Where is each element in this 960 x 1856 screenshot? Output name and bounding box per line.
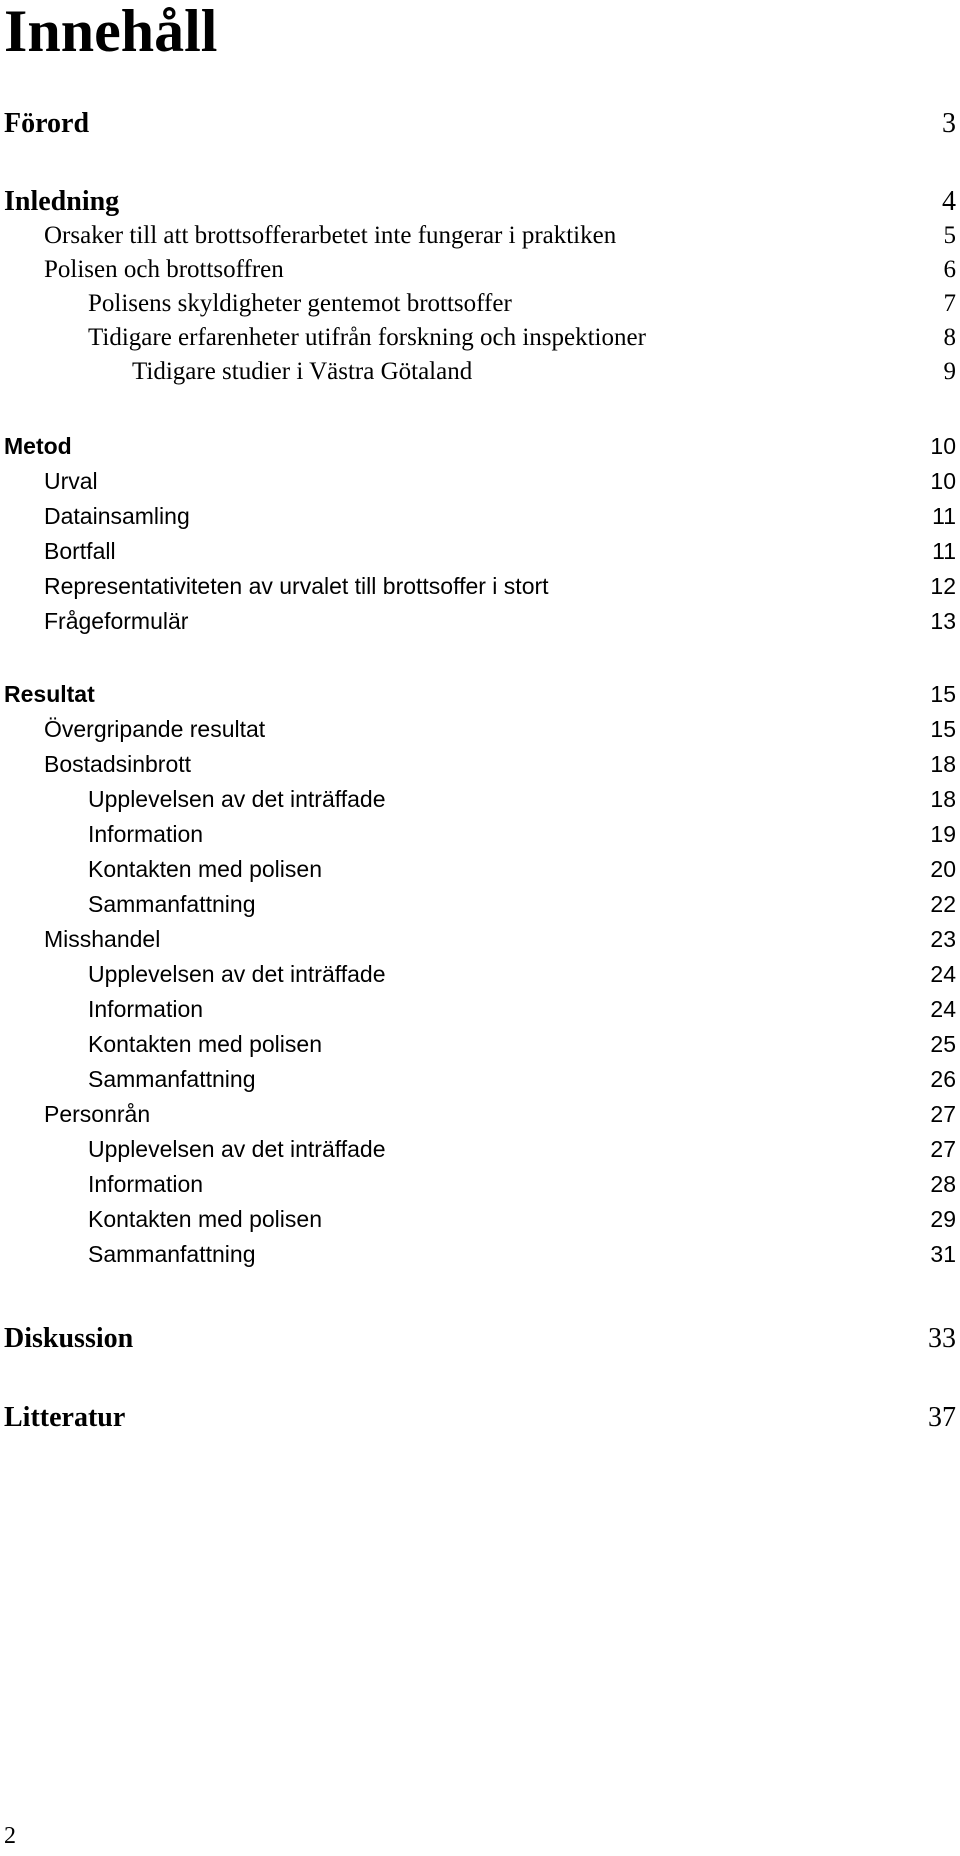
table-of-contents [4, 0, 956, 1500]
toc-entry-kontakten[interactable] [4, 1031, 956, 1065]
toc-entry-page: 15 [930, 716, 956, 742]
toc-entry-sammanfattning[interactable] [4, 1066, 956, 1100]
toc-entry-title: Frågeformulär [44, 608, 189, 634]
toc-entry-title: Datainsamling [44, 503, 190, 529]
toc-entry-kontakten[interactable] [4, 1206, 956, 1240]
toc-entry-page: 9 [943, 358, 956, 385]
toc-entry-page: 6 [943, 256, 956, 283]
toc-entry-title: Sammanfattning [88, 1066, 256, 1092]
toc-entry-upplevelsen[interactable] [4, 1136, 956, 1170]
toc-entry-information[interactable] [4, 1171, 956, 1205]
toc-entry-representativiteten[interactable] [4, 573, 956, 607]
toc-entry-title: Urval [44, 468, 98, 494]
toc-entry-diskussion[interactable] [4, 1323, 956, 1357]
toc-entry-page: 8 [943, 324, 956, 351]
toc-entry-orsaker[interactable] [4, 222, 956, 256]
toc-entry-title: Bortfall [44, 538, 116, 564]
toc-entry-title: Polisens skyldigheter gentemot brottsoffer [88, 290, 512, 317]
toc-entry-kontakten[interactable] [4, 856, 956, 890]
toc-entry-page: 20 [930, 856, 956, 882]
page-number: 2 [4, 1823, 16, 1849]
toc-entry-page: 3 [942, 108, 956, 139]
toc-entry-title: Tidigare studier i Västra Götaland [132, 358, 473, 385]
toc-entry-page: 28 [930, 1171, 956, 1197]
toc-entry-page: 31 [930, 1241, 956, 1267]
toc-entry-title: Övergripande resultat [44, 716, 266, 742]
toc-entry-title: Representativiteten av urvalet till brottsoffer i stort [44, 573, 549, 599]
toc-entry-page: 24 [930, 996, 956, 1022]
toc-entry-title: Inledning [4, 186, 120, 217]
toc-entry-bostadsinbrott[interactable] [4, 751, 956, 785]
toc-entry-page: 22 [930, 891, 956, 917]
toc-entry-resultat[interactable] [4, 681, 956, 715]
toc-entry-information[interactable] [4, 996, 956, 1030]
toc-entry-page: 15 [930, 681, 956, 707]
toc-entry-page: 11 [932, 503, 956, 529]
toc-entry-upplevelsen[interactable] [4, 961, 956, 995]
toc-entry-title: Bostadsinbrott [44, 751, 192, 777]
toc-entry-page: 27 [930, 1101, 956, 1127]
toc-entry-title: Polisen och brottsoffren [44, 256, 284, 283]
toc-entry-datainsamling[interactable] [4, 503, 956, 537]
toc-entry-page: 18 [930, 751, 956, 777]
toc-entry-overgripande-resultat[interactable] [4, 716, 956, 750]
toc-entry-title: Kontakten med polisen [88, 856, 322, 882]
toc-entry-title: Personrån [44, 1101, 151, 1127]
toc-entry-page: 10 [930, 433, 956, 459]
toc-entry-personran[interactable] [4, 1101, 956, 1135]
toc-entry-tidigare-erfarenheter[interactable] [4, 324, 956, 358]
toc-entry-title: Diskussion [4, 1323, 134, 1354]
toc-entry-title: Information [88, 1171, 204, 1197]
toc-entry-title: Upplevelsen av det inträffade [88, 1136, 386, 1162]
toc-entry-page: 29 [930, 1206, 956, 1232]
toc-entry-page: 12 [930, 573, 956, 599]
toc-entry-page: 5 [943, 222, 956, 249]
toc-entry-sammanfattning[interactable] [4, 891, 956, 925]
toc-entry-title: Misshandel [44, 926, 161, 952]
toc-entry-title: Sammanfattning [88, 1241, 256, 1267]
toc-entry-page: 24 [930, 961, 956, 987]
toc-entry-inledning[interactable] [4, 186, 956, 220]
toc-entry-bortfall[interactable] [4, 538, 956, 572]
toc-entry-misshandel[interactable] [4, 926, 956, 960]
toc-entry-title: Kontakten med polisen [88, 1206, 322, 1232]
toc-entry-page: 10 [930, 468, 956, 494]
page-title: Innehåll [4, 0, 218, 64]
toc-entry-title: Resultat [4, 681, 95, 707]
toc-entry-metod[interactable] [4, 433, 956, 467]
toc-entry-page: 13 [930, 608, 956, 634]
toc-entry-page: 7 [943, 290, 956, 317]
toc-entry-page: 25 [930, 1031, 956, 1057]
toc-entry-litteratur[interactable] [4, 1402, 956, 1436]
toc-entry-page: 19 [930, 821, 956, 847]
toc-entry-title: Orsaker till att brottsofferarbetet inte fungerar i praktiken [44, 222, 617, 249]
toc-entry-title: Förord [4, 108, 90, 139]
toc-entry-title: Sammanfattning [88, 891, 256, 917]
toc-entry-frageformular[interactable] [4, 608, 956, 642]
toc-entry-title: Litteratur [4, 1402, 126, 1433]
toc-entry-title: Kontakten med polisen [88, 1031, 322, 1057]
toc-entry-page: 33 [928, 1323, 956, 1354]
toc-entry-upplevelsen[interactable] [4, 786, 956, 820]
toc-entry-title: Upplevelsen av det inträffade [88, 961, 386, 987]
toc-entry-page: 23 [930, 926, 956, 952]
toc-entry-page: 11 [932, 538, 956, 564]
toc-entry-title: Information [88, 996, 204, 1022]
toc-entry-sammanfattning[interactable] [4, 1241, 956, 1275]
toc-entry-forord[interactable] [4, 108, 956, 142]
toc-entry-page: 26 [930, 1066, 956, 1092]
toc-entry-page: 27 [930, 1136, 956, 1162]
toc-entry-polisens-skyldigheter[interactable] [4, 290, 956, 324]
toc-entry-polisen-och-brottsoffren[interactable] [4, 256, 956, 290]
toc-entry-information[interactable] [4, 821, 956, 855]
toc-entry-title: Tidigare erfarenheter utifrån forskning och inspektioner [88, 324, 646, 351]
toc-entry-title: Upplevelsen av det inträffade [88, 786, 386, 812]
toc-entry-title: Metod [4, 433, 72, 459]
toc-entry-urval[interactable] [4, 468, 956, 502]
toc-entry-page: 18 [930, 786, 956, 812]
toc-entry-title: Information [88, 821, 204, 847]
toc-entry-page: 37 [928, 1402, 956, 1433]
toc-entry-page: 4 [942, 186, 956, 217]
toc-entry-tidigare-studier[interactable] [4, 358, 956, 392]
